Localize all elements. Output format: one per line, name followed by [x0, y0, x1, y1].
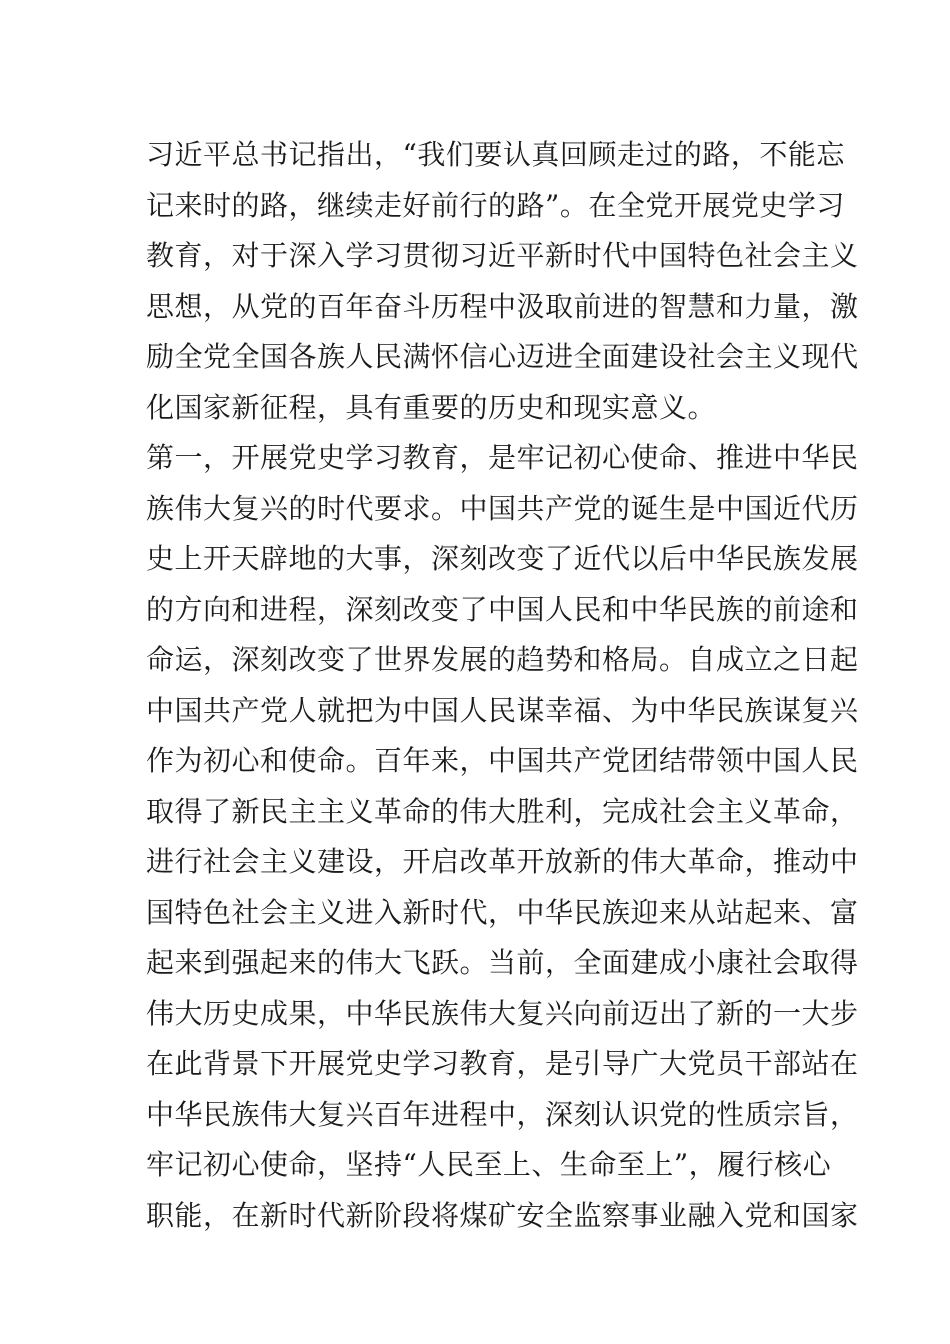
text-line: 职能，在新时代新阶段将煤矿安全监察事业融入党和国家: [146, 1198, 859, 1232]
text-line: 教育，对于深入学习贯彻习近平新时代中国特色社会主义: [146, 239, 859, 272]
text-line: 励全党全国各族人民满怀信心迈进全面建设社会主义现代: [146, 340, 859, 373]
text-line: 起来到强起来的伟大飞跃。当前，全面建成小康社会取得: [146, 946, 859, 979]
text-line: 作为初心和使命。百年来，中国共产党团结带领中国人民: [146, 744, 859, 777]
text-line: 第一，开展党史学习教育，是牢记初心使命、推进中华民: [146, 441, 859, 474]
text-line: 记来时的路，继续走好前行的路”。在全党开展党史学习: [146, 188, 845, 222]
text-line: 族伟大复兴的时代要求。中国共产党的诞生是中国近代历: [146, 491, 859, 525]
text-line: 中华民族伟大复兴百年进程中，深刻认识党的性质宗旨，: [146, 1097, 859, 1131]
body-text: [146, 130, 859, 1241]
text-line: 的方向和进程，深刻改变了中国人民和中华民族的前途和: [146, 592, 859, 626]
text-line: 化国家新征程，具有重要的历史和现实意义。: [146, 390, 717, 424]
text-line: 进行社会主义建设，开启改革开放新的伟大革命，推动中: [146, 845, 859, 878]
text-line: 伟大历史成果，中华民族伟大复兴向前迈出了新的一大步: [146, 996, 859, 1030]
text-line: 国特色社会主义进入新时代，中华民族迎来从站起来、富: [146, 895, 859, 929]
text-line: 史上开天辟地的大事，深刻改变了近代以后中华民族发展: [146, 542, 859, 575]
text-line: 在此背景下开展党史学习教育，是引导广大党员干部站在: [146, 1047, 859, 1080]
text-line: 取得了新民主主义革命的伟大胜利，完成社会主义革命，: [146, 794, 859, 828]
text-line: 命运，深刻改变了世界发展的趋势和格局。自成立之日起: [146, 643, 859, 676]
text-line: 中国共产党人就把为中国人民谋幸福、为中华民族谋复兴: [146, 693, 859, 727]
text-line: 习近平总书记指出，“我们要认真回顾走过的路，不能忘: [146, 138, 845, 171]
text-line: 思想，从党的百年奋斗历程中汲取前进的智慧和力量，激: [146, 289, 859, 323]
text-line: 牢记初心使命，坚持“人民至上、生命至上”，履行核心: [146, 1148, 832, 1181]
